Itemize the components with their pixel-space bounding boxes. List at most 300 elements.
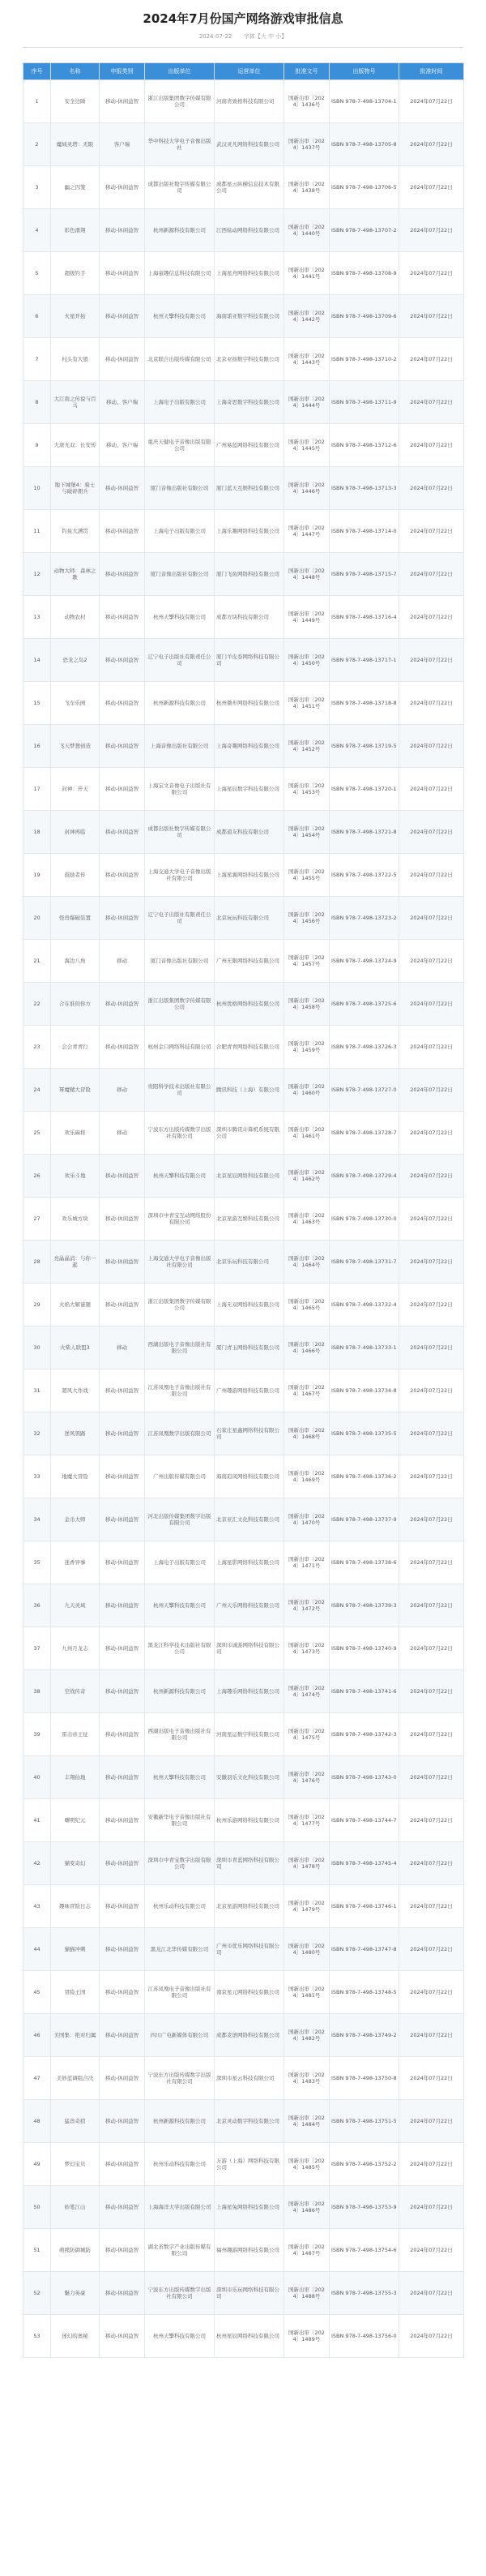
cell-name: 封神再临	[51, 811, 100, 854]
cell-isbn: ISBN 978-7-498-13711-9	[330, 381, 399, 424]
cell-isbn: ISBN 978-7-498-13719-5	[330, 725, 399, 768]
table-row	[23, 2186, 464, 2229]
cell-approval-number: 国新出审〔2024〕1436号	[284, 80, 330, 123]
cell-publisher: 杭州新源科技有限公司	[145, 209, 215, 252]
cell-operator: 成都星云纵横信息技术有限公司	[215, 166, 284, 209]
cell-approval-number: 国新出审〔2024〕1476号	[284, 1756, 330, 1799]
cell-category: 移动-休闲益智	[100, 983, 145, 1026]
cell-category: 移动-休闲益智	[100, 2014, 145, 2057]
cell-name: 超风大作战	[51, 1369, 100, 1412]
table-header-row	[23, 63, 464, 80]
cell-approval-date: 2024年07月22日	[399, 338, 464, 381]
cell-index: 51	[23, 2229, 51, 2272]
cell-publisher: 贵阳科学技术出版社有限公司	[145, 1069, 215, 1112]
cell-index: 46	[23, 2014, 51, 2057]
cell-publisher: 西湖出版电子音像出版社有限公司	[145, 1713, 215, 1756]
cell-publisher: 浙江出版集团数字传媒有限公司	[145, 80, 215, 123]
cell-category: 移动-休闲益智	[100, 2143, 145, 2186]
cell-name: 曙明纪元	[51, 1799, 100, 1842]
cell-approval-date: 2024年07月22日	[399, 1842, 464, 1885]
cell-operator: 万游（上海）网络科技有限公司	[215, 2143, 284, 2186]
table-row	[23, 1756, 464, 1799]
cell-name: 九州月龙志	[51, 1627, 100, 1670]
cell-publisher: 杭州新源科技有限公司	[145, 2100, 215, 2143]
table-row	[23, 2272, 464, 2315]
cell-publisher: 上海音像出版社有限公司	[145, 725, 215, 768]
cell-operator: 北京星辰网络科技有限公司	[215, 1155, 284, 1198]
cell-index: 34	[23, 1498, 51, 1541]
table-row	[23, 381, 464, 424]
cell-approval-date: 2024年07月22日	[399, 123, 464, 166]
cell-operator: 深圳市青蓝网络科技有限公司	[215, 1842, 284, 1885]
cell-isbn: ISBN 978-7-498-13715-7	[330, 553, 399, 596]
cell-index: 50	[23, 2186, 51, 2229]
cell-category: 移动-休闲益智	[100, 1198, 145, 1241]
cell-approval-number: 国新出审〔2024〕1438号	[284, 166, 330, 209]
cell-index: 9	[23, 424, 51, 467]
cell-index: 24	[23, 1069, 51, 1112]
cell-approval-date: 2024年07月22日	[399, 2057, 464, 2100]
cell-operator: 上海无双网络科技有限公司	[215, 1284, 284, 1327]
cell-name: 冒险王国	[51, 1971, 100, 2014]
cell-publisher: 厦门音像出版社有限公司	[145, 553, 215, 596]
cell-category: 移动-休闲益智	[100, 2057, 145, 2100]
table-row	[23, 252, 464, 295]
cell-isbn: ISBN 978-7-498-13720-1	[330, 768, 399, 811]
cell-approval-date: 2024年07月22日	[399, 639, 464, 682]
cell-approval-date: 2024年07月22日	[399, 1584, 464, 1627]
cell-publisher: 安徽新华电子音像出版社有限公司	[145, 1799, 215, 1842]
cell-approval-date: 2024年07月22日	[399, 295, 464, 338]
cell-index: 16	[23, 725, 51, 768]
cell-name: 动物农村	[51, 596, 100, 639]
table-row	[23, 1670, 464, 1713]
cell-name: 美国集：绝对归属	[51, 2014, 100, 2057]
cell-approval-date: 2024年07月22日	[399, 166, 464, 209]
cell-approval-number: 国新出审〔2024〕1450号	[284, 639, 330, 682]
cell-category: 移动-休闲益智	[100, 1026, 145, 1069]
cell-publisher: 深圳市中青宝互动网络股份有限公司	[145, 1198, 215, 1241]
cell-category: 移动	[100, 940, 145, 983]
publish-date: 2024-07-22	[198, 33, 232, 40]
cell-approval-number: 国新出审〔2024〕1463号	[284, 1198, 330, 1241]
cell-publisher: 江苏凤凰电子音像出版社有限公司	[145, 1369, 215, 1412]
cell-operator: 深圳市腾讯计算机系统有限公司	[215, 1112, 284, 1155]
cell-operator: 南京星元网络科技有限公司	[215, 1971, 284, 2014]
cell-category: 移动-休闲益智	[100, 2186, 145, 2229]
cell-publisher: 杭州天擎科技有限公司	[145, 1756, 215, 1799]
cell-approval-date: 2024年07月22日	[399, 1198, 464, 1241]
cell-approval-number: 国新出审〔2024〕1451号	[284, 682, 330, 725]
cell-operator: 广州天乐网络科技有限公司	[215, 1584, 284, 1627]
cell-publisher: 江苏凤凰数字出版有限公司	[145, 1412, 215, 1455]
cell-approval-date: 2024年07月22日	[399, 1026, 464, 1069]
cell-publisher: 上海宝文音像电子出版社有限公司	[145, 768, 215, 811]
cell-isbn: ISBN 978-7-498-13740-9	[330, 1627, 399, 1670]
table-row	[23, 2315, 464, 2358]
cell-approval-date: 2024年07月22日	[399, 1799, 464, 1842]
cell-approval-number: 国新出审〔2024〕1472号	[284, 1584, 330, 1627]
cell-category: 移动-休闲益智	[100, 1713, 145, 1756]
cell-approval-date: 2024年07月22日	[399, 1971, 464, 2014]
table-row	[23, 1713, 464, 1756]
cell-category: 客户端	[100, 123, 145, 166]
cell-isbn: ISBN 978-7-498-13729-4	[330, 1155, 399, 1198]
cell-operator: 腾讯科技（上海）有限公司	[215, 1069, 284, 1112]
cell-operator: 广州趣游网络科技有限公司	[215, 1369, 284, 1412]
cell-isbn: ISBN 978-7-498-13735-5	[330, 1412, 399, 1455]
cell-approval-date: 2024年07月22日	[399, 553, 464, 596]
cell-approval-number: 国新出审〔2024〕1467号	[284, 1369, 330, 1412]
cell-index: 43	[23, 1885, 51, 1928]
cell-isbn: ISBN 978-7-498-13747-8	[330, 1928, 399, 1971]
cell-approval-number: 国新出审〔2024〕1480号	[284, 1928, 330, 1971]
cell-publisher: 辽宁电子出版社有限责任公司	[145, 639, 215, 682]
cell-approval-number: 国新出审〔2024〕1449号	[284, 596, 330, 639]
cell-approval-date: 2024年07月22日	[399, 725, 464, 768]
cell-operator: 合肥青青网络科技有限公司	[215, 1026, 284, 1069]
cell-name: 封神：开天	[51, 768, 100, 811]
cell-approval-date: 2024年07月22日	[399, 897, 464, 940]
cell-publisher: 黑龙江北华传媒有限公司	[145, 1928, 215, 1971]
table-row	[23, 854, 464, 897]
cell-publisher: 杭州新源科技有限公司	[145, 1670, 215, 1713]
table-row	[23, 1241, 464, 1284]
cell-category: 移动-休闲益智	[100, 1928, 145, 1971]
cell-name: 萌熊防御城防	[51, 2229, 100, 2272]
cell-approval-date: 2024年07月22日	[399, 1498, 464, 1541]
cell-name: 趣味冒险日志	[51, 1885, 100, 1928]
cell-publisher: 华中科技大学电子音像出版社	[145, 123, 215, 166]
cell-isbn: ISBN 978-7-498-13712-6	[330, 424, 399, 467]
cell-approval-date: 2024年07月22日	[399, 1369, 464, 1412]
cell-index: 11	[23, 510, 51, 553]
cell-operator: 北京星游互娱科技有限公司	[215, 1198, 284, 1241]
cell-approval-number: 国新出审〔2024〕1474号	[284, 1670, 330, 1713]
cell-name: 猫变奇幻	[51, 1842, 100, 1885]
cell-approval-date: 2024年07月22日	[399, 1756, 464, 1799]
cell-approval-number: 国新出审〔2024〕1456号	[284, 897, 330, 940]
table-row	[23, 123, 464, 166]
cell-isbn: ISBN 978-7-498-13733-1	[330, 1327, 399, 1369]
cell-operator: 成都麦语网络科技有限公司	[215, 2014, 284, 2057]
cell-index: 42	[23, 1842, 51, 1885]
cell-operator: 福州趣游网络科技有限公司	[215, 2229, 284, 2272]
cell-name: 超级钓手	[51, 252, 100, 295]
cell-approval-number: 国新出审〔2024〕1469号	[284, 1455, 330, 1498]
cell-isbn: ISBN 978-7-498-13704-1	[330, 80, 399, 123]
col-approval-date-header: 批准时间	[399, 63, 464, 80]
cell-isbn: ISBN 978-7-498-13748-5	[330, 1971, 399, 2014]
cell-approval-date: 2024年07月22日	[399, 2100, 464, 2143]
cell-category: 移动-休闲益智	[100, 1541, 145, 1584]
cell-approval-number: 国新出审〔2024〕1477号	[284, 1799, 330, 1842]
cell-operator: 厦门蓝天互娱科技有限公司	[215, 467, 284, 510]
col-operator-header: 运营单位	[215, 63, 284, 80]
cell-index: 41	[23, 1799, 51, 1842]
table-row	[23, 897, 464, 940]
cell-approval-date: 2024年07月22日	[399, 811, 464, 854]
cell-approval-number: 国新出审〔2024〕1459号	[284, 1026, 330, 1069]
cell-name: 逆风领路	[51, 1412, 100, 1455]
cell-operator: 厦门飞鱼网络科技有限公司	[215, 553, 284, 596]
cell-approval-number: 国新出审〔2024〕1452号	[284, 725, 330, 768]
table-row	[23, 1842, 464, 1885]
cell-isbn: ISBN 978-7-498-13744-7	[330, 1799, 399, 1842]
cell-category: 移动-休闲益智	[100, 1627, 145, 1670]
cell-category: 移动-休闲益智	[100, 252, 145, 295]
cell-approval-date: 2024年07月22日	[399, 1327, 464, 1369]
cell-name: 动物大师：森林之歌	[51, 553, 100, 596]
table-row	[23, 940, 464, 983]
cell-name: 丰翔仙地	[51, 1756, 100, 1799]
cell-index: 4	[23, 209, 51, 252]
cell-index: 38	[23, 1670, 51, 1713]
cell-operator: 厦门羊皮卷网络科技有限公司	[215, 639, 284, 682]
cell-category: 移动-休闲益智	[100, 295, 145, 338]
table-row	[23, 1155, 464, 1198]
table-row	[23, 2014, 464, 2057]
cell-index: 31	[23, 1369, 51, 1412]
cell-approval-date: 2024年07月22日	[399, 854, 464, 897]
cell-approval-number: 国新出审〔2024〕1471号	[284, 1541, 330, 1584]
cell-publisher: 深圳市中青宝数字出版有限公司	[145, 1842, 215, 1885]
cell-approval-date: 2024年07月22日	[399, 2143, 464, 2186]
cell-publisher: 北京联合出版传媒有限公司	[145, 338, 215, 381]
cell-isbn: ISBN 978-7-498-13722-5	[330, 854, 399, 897]
cell-name: 恐龙之岛2	[51, 639, 100, 682]
cell-operator: 上海奇趣网络科技有限公司	[215, 725, 284, 768]
cell-isbn: ISBN 978-7-498-13741-6	[330, 1670, 399, 1713]
cell-publisher: 上海交通大学电子音像出版社有限公司	[145, 1241, 215, 1284]
cell-name: 空战传奇	[51, 1670, 100, 1713]
cell-category: 移动-休闲益智	[100, 1756, 145, 1799]
cell-operator: 上海星翼网络科技有限公司	[215, 854, 284, 897]
cell-publisher: 上海海洋大学出版有限公司	[145, 2186, 215, 2229]
cell-approval-date: 2024年07月22日	[399, 1885, 464, 1928]
cell-approval-date: 2024年07月22日	[399, 1670, 464, 1713]
cell-publisher: 重庆天健电子音像出版有限公司	[145, 424, 215, 467]
cell-index: 3	[23, 166, 51, 209]
table-row	[23, 983, 464, 1026]
cell-operator: 海南诺亚数字科技有限公司	[215, 295, 284, 338]
cell-isbn: ISBN 978-7-498-13742-3	[330, 1713, 399, 1756]
table-row	[23, 1412, 464, 1455]
table-row	[23, 2143, 464, 2186]
cell-publisher: 江苏凤凰电子音像出版社有限公司	[145, 1971, 215, 2014]
cell-name: 梦幻宝贝	[51, 2143, 100, 2186]
cell-operator: 深圳市星云科技有限公司	[215, 2057, 284, 2100]
cell-index: 10	[23, 467, 51, 510]
table-row	[23, 80, 464, 123]
cell-publisher: 辽宁电子出版社有限责任公司	[145, 897, 215, 940]
cell-category: 移动-休闲益智	[100, 80, 145, 123]
cell-operator: 上海星辰数字科技有限公司	[215, 768, 284, 811]
cell-name: 九天灵域	[51, 1584, 100, 1627]
cell-publisher: 上海电子出版有限公司	[145, 381, 215, 424]
cell-index: 28	[23, 1241, 51, 1284]
cell-name: 欢乐城方块	[51, 1198, 100, 1241]
cell-isbn: ISBN 978-7-498-13718-8	[330, 682, 399, 725]
cell-index: 45	[23, 1971, 51, 2014]
cell-category: 移动	[100, 1069, 145, 1112]
cell-category: 移动-休闲益智	[100, 2315, 145, 2358]
cell-approval-date: 2024年07月22日	[399, 2229, 464, 2272]
table-row	[23, 209, 464, 252]
cell-approval-number: 国新出审〔2024〕1448号	[284, 553, 330, 596]
cell-index: 35	[23, 1541, 51, 1584]
cell-name: 地下城堡4：骑士与破碎佣兵	[51, 467, 100, 510]
cell-name: 魅力英豪	[51, 2272, 100, 2315]
page-meta	[0, 32, 486, 41]
cell-approval-number: 国新出审〔2024〕1446号	[284, 467, 330, 510]
cell-publisher: 四川广电新媒体有限公司	[145, 2014, 215, 2057]
cell-index: 53	[23, 2315, 51, 2358]
cell-approval-number: 国新出审〔2024〕1466号	[284, 1327, 330, 1369]
table-row	[23, 467, 464, 510]
table-row	[23, 1455, 464, 1498]
cell-isbn: ISBN 978-7-498-13751-5	[330, 2100, 399, 2143]
cell-approval-number: 国新出审〔2024〕1440号	[284, 209, 330, 252]
cell-operator: 杭州优格网络科技有限公司	[215, 983, 284, 1026]
cell-operator: 杭州星辰网络科技有限公司	[215, 2315, 284, 2358]
cell-category: 移动-休闲益智	[100, 338, 145, 381]
cell-approval-number: 国新出审〔2024〕1468号	[284, 1412, 330, 1455]
cell-approval-number: 国新出审〔2024〕1443号	[284, 338, 330, 381]
table-row	[23, 1799, 464, 1842]
page-title: 2024年7月份国产网络游戏审批信息	[143, 11, 343, 26]
cell-isbn: ISBN 978-7-498-13738-6	[330, 1541, 399, 1584]
cell-approval-date: 2024年07月22日	[399, 252, 464, 295]
cell-name: 美妙蓝调组合决	[51, 2057, 100, 2100]
cell-approval-date: 2024年07月22日	[399, 381, 464, 424]
table-row	[23, 338, 464, 381]
cell-index: 30	[23, 1327, 51, 1369]
cell-publisher: 黑龙江科学技术出版社有限公司	[145, 1627, 215, 1670]
table-row	[23, 1971, 464, 2014]
cell-isbn: ISBN 978-7-498-13731-7	[330, 1241, 399, 1284]
cell-name: 火星开拓	[51, 295, 100, 338]
cell-category: 移动-休闲益智	[100, 2229, 145, 2272]
cell-approval-date: 2024年07月22日	[399, 510, 464, 553]
cell-approval-date: 2024年07月22日	[399, 2014, 464, 2057]
cell-approval-number: 国新出审〔2024〕1455号	[284, 854, 330, 897]
col-isbn-header: 出版物号	[330, 63, 399, 80]
cell-operator: 深圳市诚游网络科技有限公司	[215, 1627, 284, 1670]
cell-index: 49	[23, 2143, 51, 2186]
cell-approval-number: 国新出审〔2024〕1473号	[284, 1627, 330, 1670]
cell-publisher: 宁波东方出版传媒数字出版社有限公司	[145, 2057, 215, 2100]
cell-isbn: ISBN 978-7-498-13737-9	[330, 1498, 399, 1541]
table-row	[23, 1327, 464, 1369]
cell-isbn: ISBN 978-7-498-13750-8	[330, 2057, 399, 2100]
cell-category: 移动-休闲益智	[100, 682, 145, 725]
cell-category: 移动-休闲益智	[100, 1155, 145, 1198]
cell-operator: 广州市优乐网络科技有限公司	[215, 1928, 284, 1971]
cell-index: 27	[23, 1198, 51, 1241]
cell-isbn: ISBN 978-7-498-13752-2	[330, 2143, 399, 2186]
cell-operator: 上海趣乐网络科技有限公司	[215, 1670, 284, 1713]
cell-approval-date: 2024年07月22日	[399, 2315, 464, 2358]
cell-operator: 安徽羽乐文化科技有限公司	[215, 1756, 284, 1799]
table-body	[23, 80, 464, 2358]
cell-index: 19	[23, 854, 51, 897]
cell-operator: 北京亚汇文化科技有限公司	[215, 1498, 284, 1541]
cell-approval-date: 2024年07月22日	[399, 467, 464, 510]
cell-operator: 上海奇思数字科技有限公司	[215, 381, 284, 424]
cell-isbn: ISBN 978-7-498-13736-2	[330, 1455, 399, 1498]
cell-index: 15	[23, 682, 51, 725]
cell-index: 5	[23, 252, 51, 295]
cell-publisher: 厦门音像出版社有限公司	[145, 940, 215, 983]
cell-operator: 北京玩玩科技有限公司	[215, 897, 284, 940]
col-publisher-header: 出版单位	[145, 63, 215, 80]
cell-index: 29	[23, 1284, 51, 1327]
cell-index: 26	[23, 1155, 51, 1198]
cell-index: 1	[23, 80, 51, 123]
cell-approval-number: 国新出审〔2024〕1479号	[284, 1885, 330, 1928]
cell-name: 迷香异事	[51, 1541, 100, 1584]
cell-operator: 上海星兔网络科技有限公司	[215, 2186, 284, 2229]
cell-operator: 北京亚扬数字科技有限公司	[215, 338, 284, 381]
cell-isbn: ISBN 978-7-498-13734-8	[330, 1369, 399, 1412]
cell-name: 欢乐斗地	[51, 1155, 100, 1198]
cell-category: 移动-休闲益智	[100, 166, 145, 209]
cell-operator: 河南星运数字科技有限公司	[215, 1713, 284, 1756]
cell-category: 移动-休闲益智	[100, 1842, 145, 1885]
table-row	[23, 166, 464, 209]
cell-category: 移动-休闲益智	[100, 1971, 145, 2014]
cell-isbn: ISBN 978-7-498-13745-4	[330, 1842, 399, 1885]
cell-approval-number: 国新出审〔2024〕1464号	[284, 1241, 330, 1284]
cell-index: 12	[23, 553, 51, 596]
cell-category: 移动-休闲益智	[100, 209, 145, 252]
cell-isbn: ISBN 978-7-498-13726-3	[330, 1026, 399, 1069]
cell-approval-number: 国新出审〔2024〕1458号	[284, 983, 330, 1026]
table-row	[23, 1498, 464, 1541]
cell-name: 大唐无双：长安传	[51, 424, 100, 467]
cell-approval-number: 国新出审〔2024〕1444号	[284, 381, 330, 424]
cell-approval-number: 国新出审〔2024〕1460号	[284, 1069, 330, 1112]
cell-approval-date: 2024年07月22日	[399, 1713, 464, 1756]
cell-approval-date: 2024年07月22日	[399, 596, 464, 639]
cell-index: 25	[23, 1112, 51, 1155]
cell-isbn: ISBN 978-7-498-13756-0	[330, 2315, 399, 2358]
table-row	[23, 2229, 464, 2272]
cell-index: 14	[23, 639, 51, 682]
cell-category: 移动-休闲益智	[100, 467, 145, 510]
cell-publisher: 杭州天擎科技有限公司	[145, 1155, 215, 1198]
cell-category: 移动-休闲益智	[100, 510, 145, 553]
cell-approval-date: 2024年07月22日	[399, 940, 464, 983]
table-row	[23, 1112, 464, 1155]
cell-category: 移动-休闲益智	[100, 1455, 145, 1498]
cell-name: 会会青青行	[51, 1026, 100, 1069]
cell-approval-number: 国新出审〔2024〕1488号	[284, 2272, 330, 2315]
cell-operator: 北京灵动数字科技有限公司	[215, 2100, 284, 2143]
cell-approval-date: 2024年07月22日	[399, 209, 464, 252]
cell-category: 移动-休闲益智	[100, 639, 145, 682]
cell-name: 钓鱼大满贯	[51, 510, 100, 553]
cell-index: 21	[23, 940, 51, 983]
cell-category: 移动-休闲益智	[100, 1412, 145, 1455]
cell-isbn: ISBN 978-7-498-13724-9	[330, 940, 399, 983]
cell-operator: 广州无限网络科技有限公司	[215, 940, 284, 983]
cell-index: 37	[23, 1627, 51, 1670]
font-size-switcher[interactable]: 字体【大 中 小】	[243, 33, 288, 40]
cell-approval-date: 2024年07月22日	[399, 1541, 464, 1584]
cell-approval-number: 国新出审〔2024〕1442号	[284, 295, 330, 338]
